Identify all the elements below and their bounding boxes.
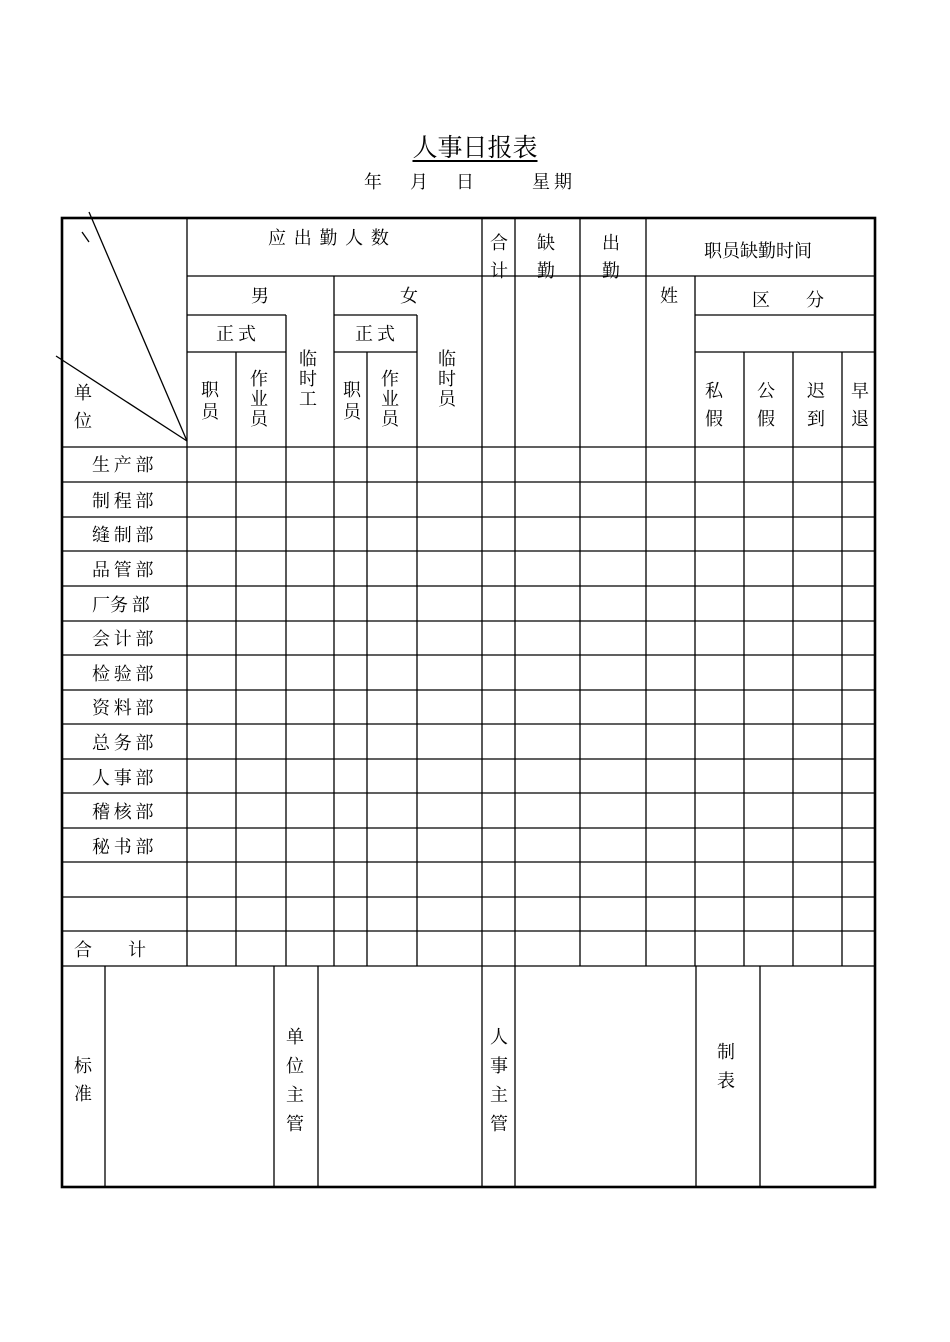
standard-label: [73, 1053, 97, 1109]
department-name: 会 计 部: [92, 629, 154, 650]
staff-m-header-text: 职员: [201, 380, 219, 423]
staff-f-header-text: 职员: [343, 380, 361, 423]
absent-header-text: 缺勤: [537, 233, 555, 282]
department-name: 秘 书 部: [92, 837, 154, 858]
department-name: 品 管 部: [92, 560, 154, 581]
date-year-label: 年: [364, 172, 382, 193]
unit-label-text: 单位: [74, 383, 92, 432]
department-name: 资 料 部: [92, 698, 154, 719]
female-header: 女: [400, 286, 418, 307]
date-weekday-label: 星期: [532, 172, 576, 193]
early-leave-header-text: 早退: [851, 381, 869, 430]
date-month-label: 月: [410, 172, 428, 193]
operator-m-header-text: 作业员: [250, 369, 268, 430]
unit-label: [70, 380, 114, 436]
operator-m-header: [249, 370, 273, 430]
total-row-label: 合 计: [74, 940, 146, 961]
department-name: 厂务 部: [92, 595, 150, 616]
early-leave-header: [850, 378, 874, 434]
prepared-by-label-text: 制 表: [717, 1042, 753, 1092]
department-name: 稽 核 部: [92, 802, 154, 823]
hr-supervisor-label: [489, 1023, 513, 1139]
absent-header: [536, 230, 560, 286]
category-header: 区 分: [752, 290, 824, 311]
temp-worker-header-text: 临时工: [299, 349, 317, 410]
present-header: [601, 230, 625, 286]
late-header-text: 迟到: [807, 381, 825, 430]
date-day-label: 日: [456, 172, 474, 193]
standard-label-text: 标准: [74, 1056, 92, 1105]
temp-staff-header: [437, 350, 461, 410]
surname-header: 姓: [660, 286, 678, 307]
department-name: 缝 制 部: [92, 525, 154, 546]
regular-male-header: 正式: [216, 324, 260, 345]
prepared-by-label: [716, 1038, 753, 1096]
page-title: 人事日报表: [412, 133, 538, 162]
expected-attendance-header: 应 出 勤 人 数: [268, 228, 389, 249]
official-leave-header: [756, 378, 780, 434]
operator-f-header: [380, 370, 404, 430]
personal-leave-header: [704, 378, 728, 434]
staff-f-header: [342, 380, 366, 424]
late-header: [806, 378, 830, 434]
temp-staff-header-text: 临时员: [438, 349, 456, 410]
unit-supervisor-label-text: 单位主管: [286, 1027, 304, 1135]
department-name: 总 务 部: [92, 733, 154, 754]
total-header-text: 合计: [490, 233, 508, 282]
temp-worker-header: [298, 350, 322, 410]
total-header: [489, 230, 513, 286]
official-leave-header-text: 公假: [757, 381, 775, 430]
department-name: 制 程 部: [92, 491, 154, 512]
staff-m-header: [200, 380, 224, 424]
regular-female-header: 正式: [355, 324, 399, 345]
department-name: 检 验 部: [92, 664, 154, 685]
present-header-text: 出勤: [602, 233, 620, 282]
department-name: 人 事 部: [92, 768, 154, 789]
operator-f-header-text: 作业员: [381, 369, 399, 430]
staff-absence-time-header: 职员缺勤时间: [704, 241, 812, 262]
department-name: 生 产 部: [92, 455, 154, 476]
male-header: 男: [251, 286, 269, 307]
personal-leave-header-text: 私假: [705, 381, 723, 430]
unit-supervisor-label: [285, 1023, 309, 1139]
hr-supervisor-label-text: 人事主管: [490, 1027, 508, 1135]
